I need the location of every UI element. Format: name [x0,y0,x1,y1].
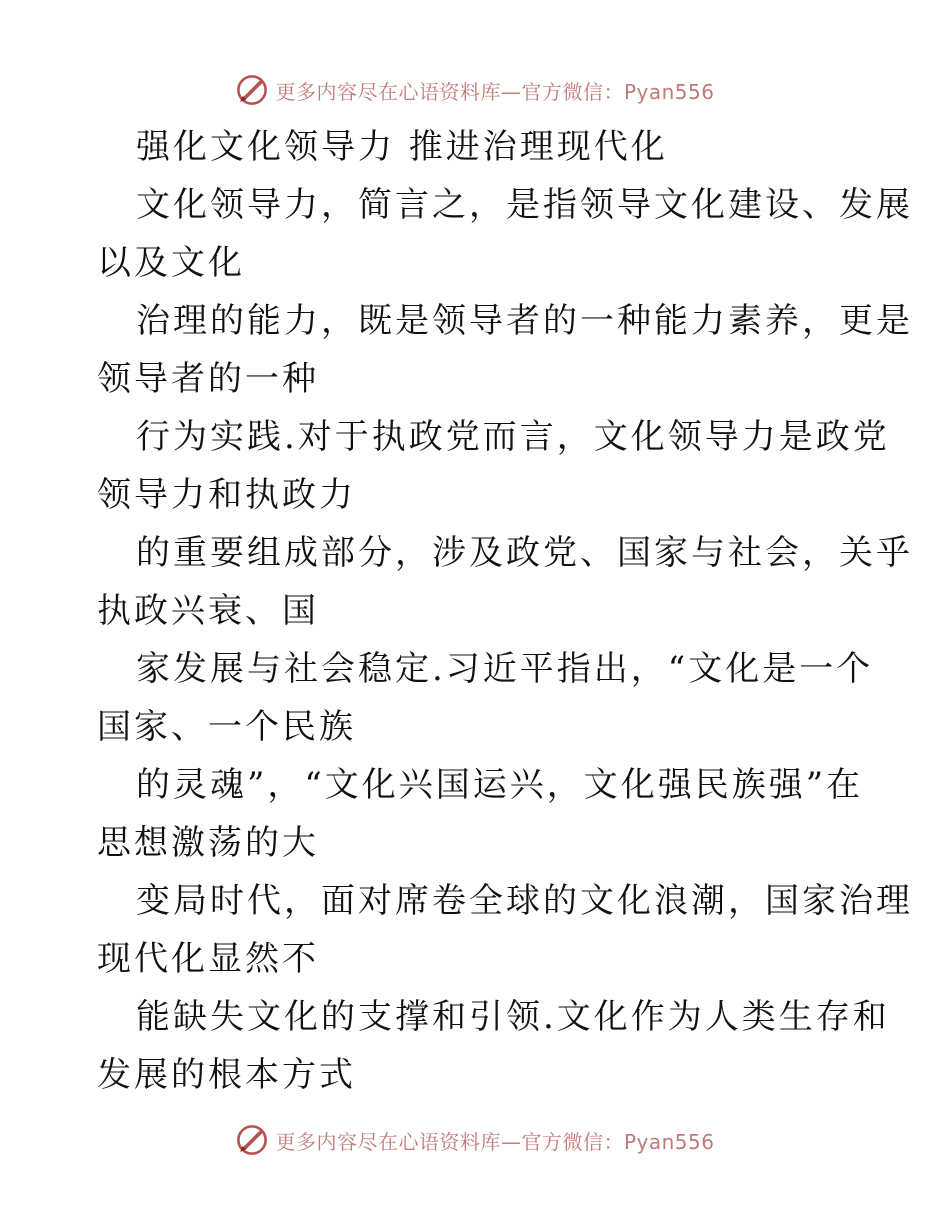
paragraph-line: 领导者的一种 [97,359,319,399]
paragraph-line: 执政兴衰、国 [97,591,319,631]
paragraph-line: 家发展与社会稳定.习近平指出，“文化是一个 [136,649,874,689]
paragraph-line: 现代化显然不 [97,939,319,979]
paragraph-line: 以及文化 [97,243,245,283]
document-body [97,118,913,1104]
document-title: 强化文化领导力 推进治理现代化 [136,127,668,167]
pen-logo-icon [235,1123,269,1157]
paragraph-line: 的灵魂”，“文化兴国运兴，文化强民族强”在 [136,765,864,805]
paragraph-line: 发展的根本方式 [97,1055,356,1095]
pen-logo-icon [235,73,269,107]
paragraph-line: 变局时代，面对席卷全球的文化浪潮，国家治理 [136,881,913,921]
paragraph-line: 思想激荡的大 [97,823,319,863]
paragraph-line: 领导力和执政力 [97,475,356,515]
paragraph-line: 文化领导力，简言之，是指领导文化建设、发展 [136,185,913,225]
header-banner-text: 更多内容尽在心语资料库—官方微信：Pyan556 [275,79,715,104]
paragraph-line: 国家、一个民族 [97,707,356,747]
paragraph-line: 治理的能力，既是领导者的一种能力素养，更是 [136,301,913,341]
footer-banner [0,1120,950,1160]
paragraph-line: 行为实践.对于执政党而言，文化领导力是政党 [136,417,890,457]
paragraph-line: 的重要组成部分，涉及政党、国家与社会，关乎 [136,533,913,573]
header-banner [0,70,950,110]
paragraph-line: 能缺失文化的支撑和引领.文化作为人类生存和 [136,997,890,1037]
footer-banner-text: 更多内容尽在心语资料库—官方微信：Pyan556 [275,1129,715,1154]
